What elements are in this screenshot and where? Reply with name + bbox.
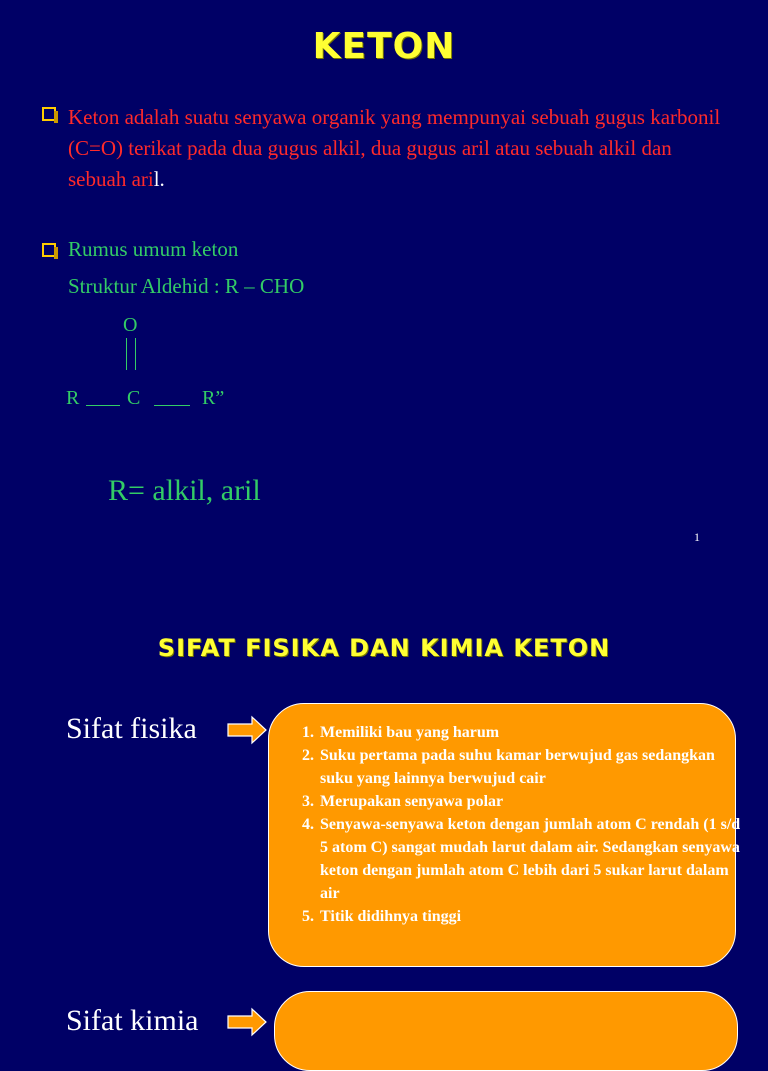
checkbox-bullet-icon	[42, 243, 56, 257]
sifat-fisika-list	[290, 721, 748, 928]
atom-r1: R	[66, 387, 80, 409]
sifat-kimia-label: Sifat kimia	[66, 1004, 199, 1037]
definition-paragraph	[68, 102, 728, 195]
single-bond-right	[154, 405, 190, 406]
definition-text-end: l.	[153, 167, 165, 191]
list-item: 1. Memiliki bau yang harum	[318, 721, 748, 744]
checkbox-bullet-icon	[42, 107, 56, 121]
slide-sifat	[0, 580, 768, 1037]
double-bond	[126, 338, 136, 370]
page-number: 1	[694, 530, 700, 544]
list-item: 5. Titik didihnya tinggi	[318, 905, 748, 928]
r-definition: R= alkil, aril	[108, 474, 261, 507]
right-arrow-icon	[226, 1007, 268, 1037]
atom-r2: R”	[202, 387, 225, 409]
struktur-aldehid-text: Struktur Aldehid : R – CHO	[68, 274, 305, 298]
slide-title: KETON	[312, 26, 456, 67]
slide-title: SIFAT FISIKA DAN KIMIA KETON	[157, 634, 611, 662]
list-item: 4. Senyawa-senyawa keton dengan jumlah atom C rendah (1 s/d 5 atom C) sangat mudah larut dalam air. Sedangkan senyawa keton dengan jumlah atom C lebih dari 5 sukar larut dalam air	[318, 813, 748, 905]
list-item: 2. Suku pertama pada suhu kamar berwujud gas sedangkan suku yang lainnya berwujud cair	[318, 744, 748, 790]
atom-oxygen: O	[123, 314, 138, 336]
list-item: 3. Merupakan senyawa polar	[318, 790, 748, 813]
single-bond-left	[86, 405, 120, 406]
sifat-fisika-label: Sifat fisika	[66, 712, 197, 745]
definition-text: Keton adalah suatu senyawa organik yang mempunyai sebuah gugus karbonil (C=O) terikat pada dua gugus alkil, dua gugus aril atau sebuah alkil dan sebuah ari	[68, 105, 721, 191]
atom-carbon: C	[127, 387, 141, 409]
right-arrow-icon	[226, 715, 268, 745]
sifat-kimia-box	[274, 991, 738, 1071]
rumus-umum-heading: Rumus umum keton	[68, 237, 239, 261]
